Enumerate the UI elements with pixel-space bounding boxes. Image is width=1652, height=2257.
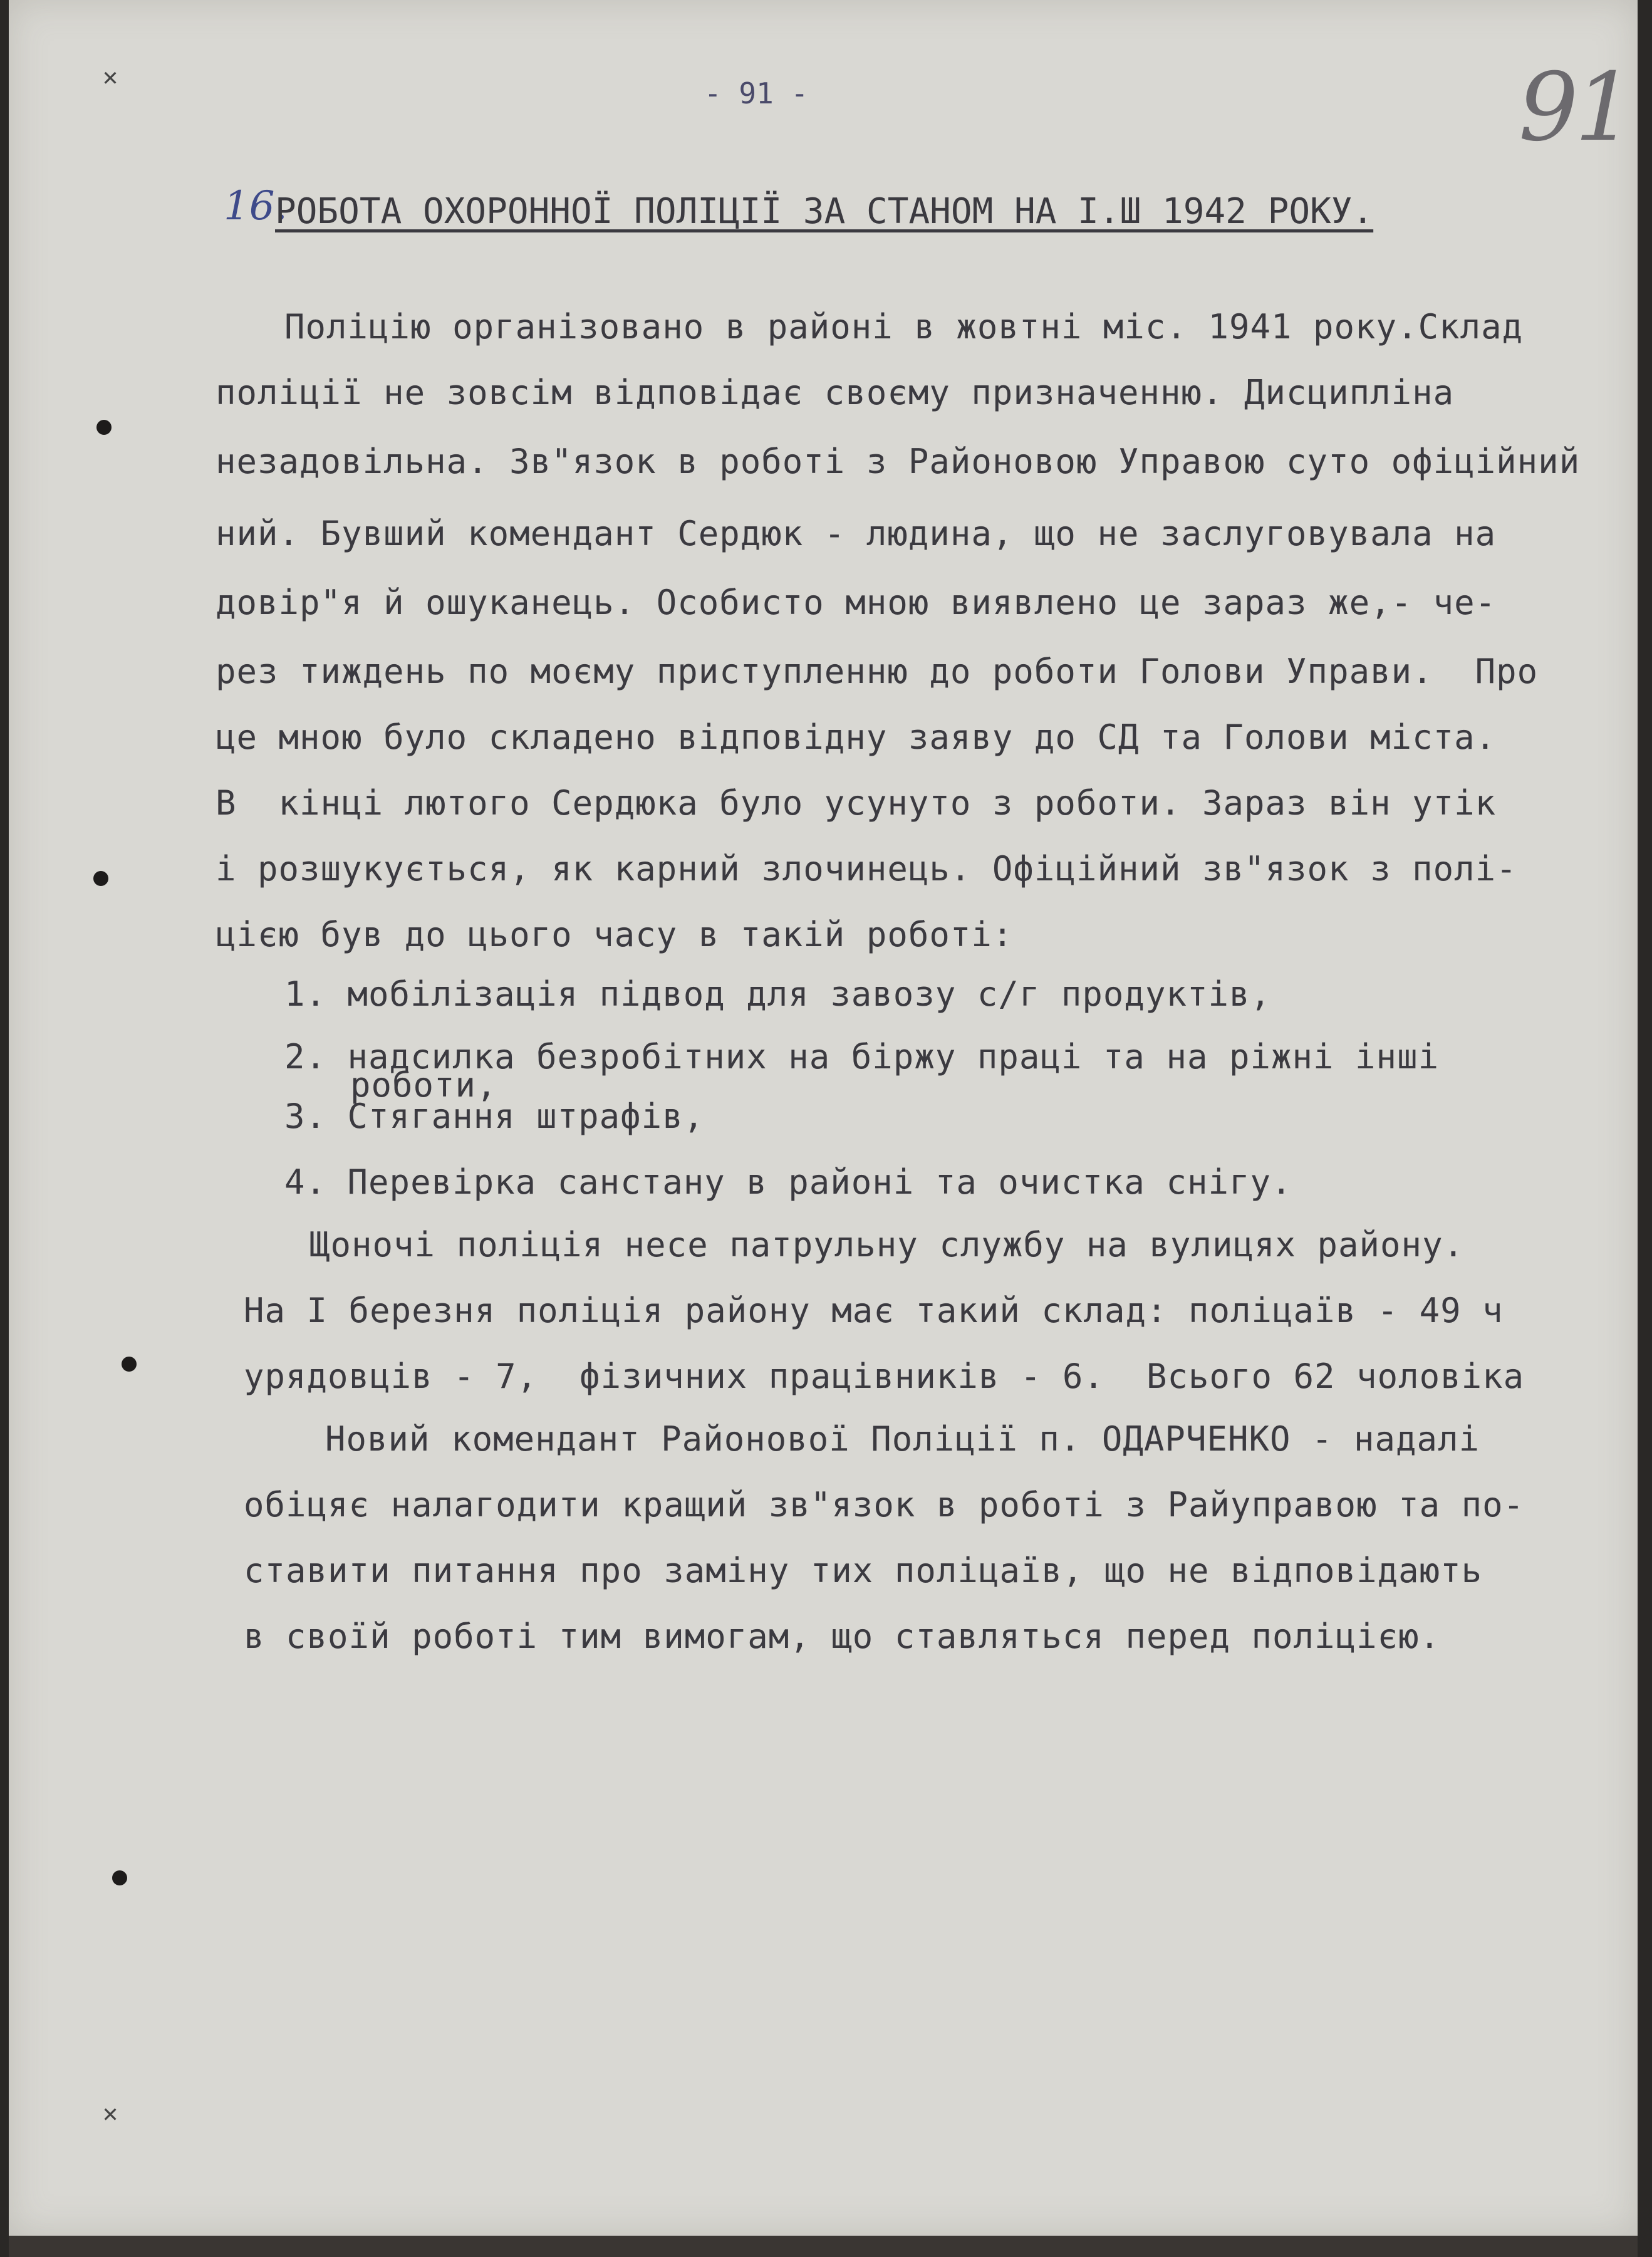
body-line: урядовців - 7, фізичних працівників - 6. Всього 62 чоловіка [244,1357,1525,1396]
document-title: РОБОТА ОХОРОННОЇ ПОЛІЦІЇ ЗА СТАНОМ НА І.Ш 1942 РОКУ. [275,191,1374,232]
section-number: 16. [224,183,288,229]
body-line: і розшукується, як карний злочинець. Офіційний зв"язок з полі- [216,849,1517,889]
body-line: обіцяє налагодити кращий зв"язок в роботі з Райуправою та по- [244,1485,1525,1525]
body-line: ний. Бувший комендант Сердюк - людина, що не заслуговувала на [216,514,1497,553]
binder-hole [93,871,108,886]
body-line: цією був до цього часу в такій роботі: [216,915,1014,954]
list-item: 1. мобілізація підвод для завозу с/г продуктів, [284,974,1272,1014]
list-item: 4. Перевірка санстану в районі та очистка снігу. [284,1162,1292,1202]
binder-mark: ✕ [103,2099,118,2128]
list-item: 2. надсилка безробітних на біржу праці та на ріжні інші [284,1037,1440,1076]
body-line: На І березня поліція району має такий склад: поліцаїв - 49 ч [244,1291,1504,1330]
binder-mark: ✕ [103,63,118,91]
body-line: рез тиждень по моєму приступленню до роботи Голови Управи. Про [216,652,1539,691]
body-line: незадовільна. Зв"язок в роботі з Районовою Управою суто офіційний [216,442,1581,481]
body-line: Поліцію організовано в районі в жовтні міс. 1941 року.Склад [284,307,1524,347]
list-item-continuation: роботи, [350,1065,497,1105]
scan-border [9,2236,1638,2257]
body-line: довір"я й ошуканець. Особисто мною виявлено це зараз же,- че- [216,583,1497,622]
body-line: ставити питання про заміну тих поліцаїв, що не відповідають [244,1551,1483,1590]
binder-hole [122,1357,137,1372]
document-page [9,0,1638,2236]
list-item: 3. Стягання штрафів, [284,1097,705,1136]
archive-page-number: 91 [1519,53,1631,162]
body-line: Новий комендант Районової Поліції п. ОДАРЧЕНКО - надалі [325,1419,1480,1459]
body-line: це мною було складено відповідну заяву до СД та Голови міста. [216,717,1497,757]
binder-hole [112,1870,127,1885]
body-line: В кінці лютого Сердюка було усунуто з роботи. Зараз він утік [216,783,1497,823]
body-line: Щоночі поліція несе патрульну службу на вулицях району. [309,1225,1465,1264]
body-line: в своїй роботі тим вимогам, що ставляться перед поліцією. [244,1617,1441,1656]
body-line: поліції не зовсім відповідає своєму призначенню. Дисципліна [216,373,1455,412]
page-number: - 91 - [704,76,809,110]
binder-hole [96,420,112,435]
